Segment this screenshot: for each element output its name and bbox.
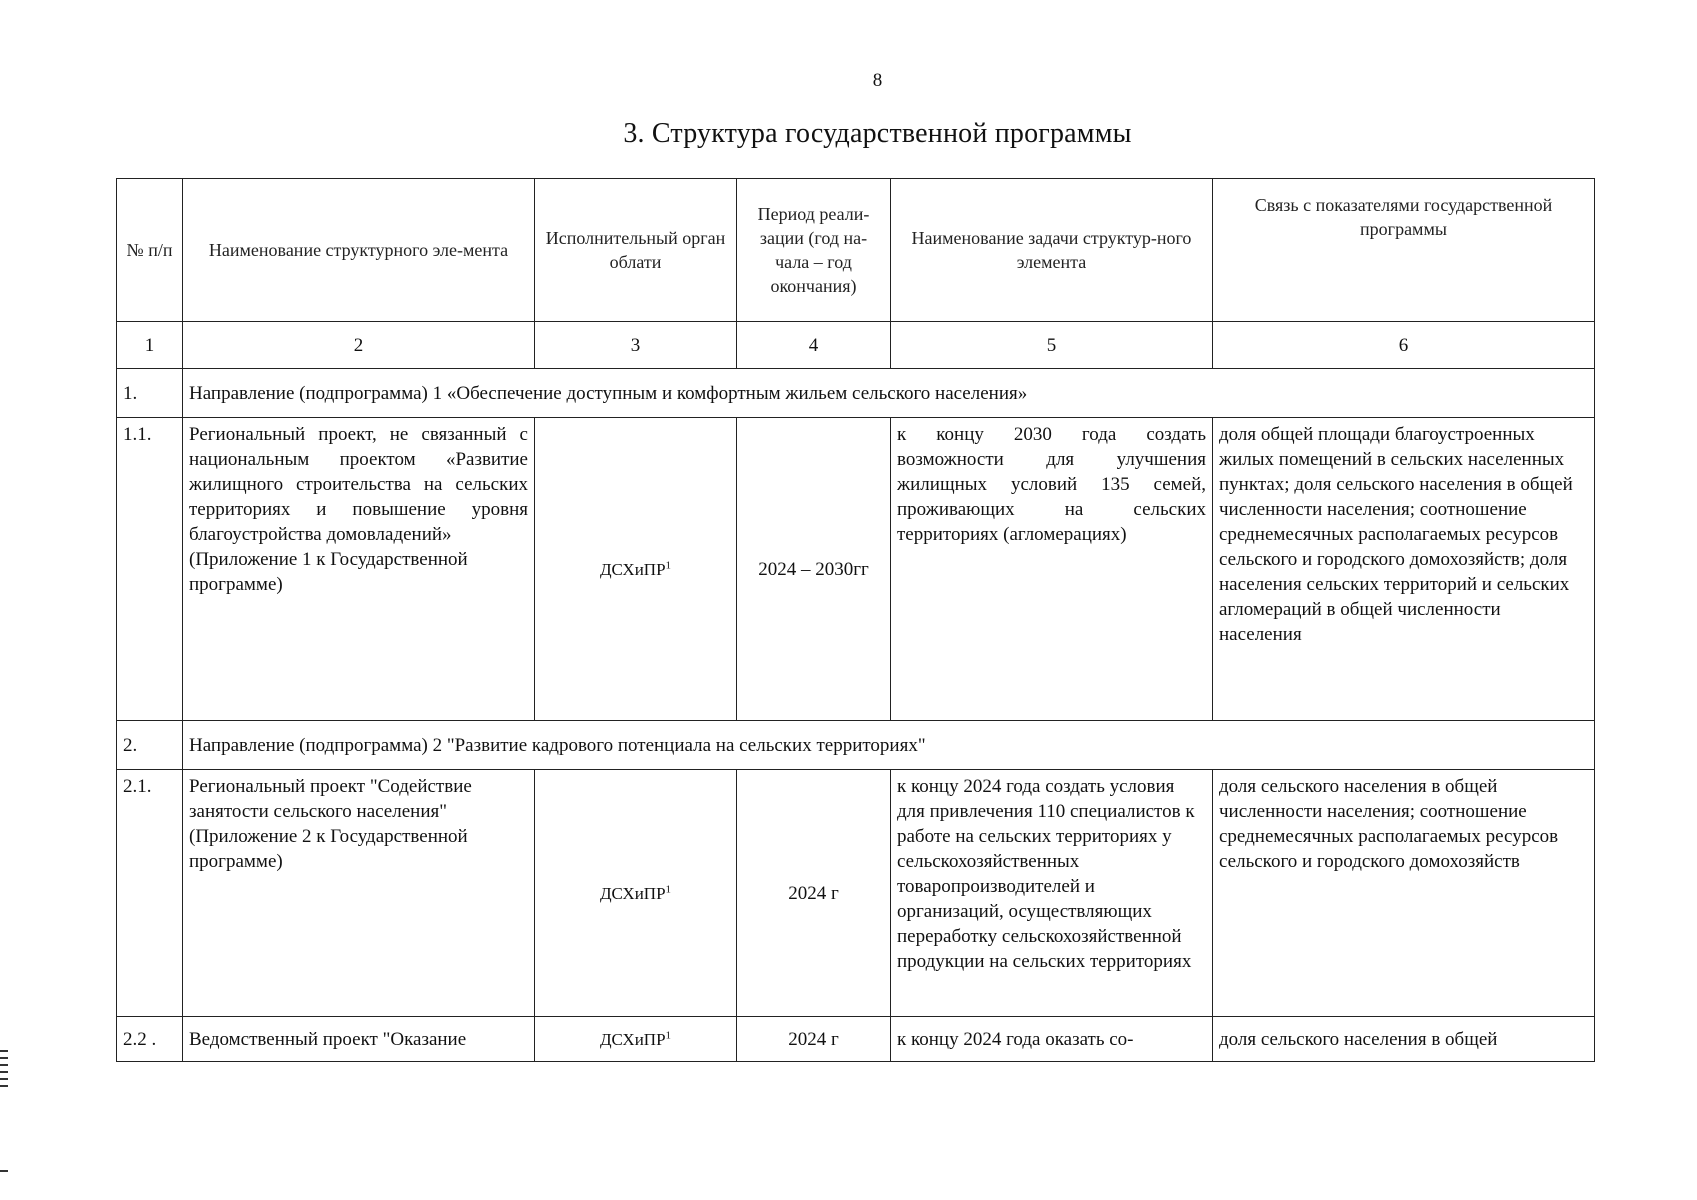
section-title: Направление (подпрограмма) 1 «Обеспечение доступным и комфортным жильем сельского населения» <box>183 369 1595 418</box>
column-number-row <box>117 322 1595 369</box>
period: 2024 г <box>737 770 891 1017</box>
section-num: 2. <box>117 721 183 770</box>
indicators: доля сельского населения в общей численности населения; соотношение среднемесячных располагаемых ресурсов сельского и городского домохозяйств <box>1213 770 1595 1017</box>
table-row <box>117 1017 1595 1062</box>
executor <box>535 418 737 721</box>
program-structure-table <box>116 178 1595 1062</box>
header-period: Период реали-зации (год на-чала – год окончания) <box>737 179 891 322</box>
task: к концу 2024 года оказать со- <box>891 1017 1213 1062</box>
page-title: 3. Структура государственной программы <box>623 118 1132 149</box>
row-num: 2.2 . <box>117 1017 183 1062</box>
task: к концу 2030 года создать возможности для улучшения жилищных условий 135 семей, проживающих на сельских территориях (агломерациях) <box>891 418 1213 721</box>
structural-element <box>183 770 535 1017</box>
structural-element <box>183 418 535 721</box>
column-number: 2 <box>183 322 535 369</box>
task: к концу 2024 года создать условия для привлечения 110 специалистов к работе на сельских территориях у сельскохозяйственных товаропроизводителей и организаций, осуществляющих переработку сельскохозяйственной продукции на сельских территориях <box>891 770 1213 1017</box>
element-note: (Приложение 2 к Государственной программе) <box>189 826 468 872</box>
executor <box>535 1017 737 1062</box>
table-row <box>117 418 1595 721</box>
executor <box>535 770 737 1017</box>
section-row-1 <box>117 369 1595 418</box>
section-title: Направление (подпрограмма) 2 "Развитие кадрового потенциала на сельских территориях" <box>183 721 1595 770</box>
executor-name: ДСХиПР <box>599 559 666 579</box>
column-number: 1 <box>117 322 183 369</box>
header-element-name: Наименование структурного эле-мента <box>183 179 535 322</box>
table-row <box>117 770 1595 1017</box>
executor-name: ДСХиПР <box>599 883 666 903</box>
indicators: доля сельского населения в общей <box>1213 1017 1595 1062</box>
element-name: Региональный проект, не связанный с национальным проектом «Развитие жилищного строительства на сельских территориях и повышение уровня благоустройства домовладений» <box>189 424 528 545</box>
section-num: 1. <box>117 369 183 418</box>
footnote-mark: 1 <box>665 1028 672 1041</box>
header-indicators: Связь с показателями государственной программы <box>1213 179 1595 322</box>
executor-name: ДСХиПР <box>599 1029 666 1049</box>
column-number: 3 <box>535 322 737 369</box>
element-name: Региональный проект "Содействие занятости сельского населения" <box>189 776 472 822</box>
page-number: 8 <box>872 70 883 91</box>
header-task: Наименование задачи структур-ного элемента <box>891 179 1213 322</box>
structural-element <box>183 1017 535 1062</box>
footnote-mark: 1 <box>665 558 672 571</box>
period: 2024 г <box>737 1017 891 1062</box>
table-header-row <box>117 179 1595 322</box>
indicators: доля общей площади благоустроенных жилых помещений в сельских населенных пунктах; доля сельского населения в общей численности населения; соотношение среднемесячных располагаемых ресурсов сельского и городского домохозяйств; доля населения сельских территорий и сельских агломераций в общей численности населения <box>1213 418 1595 721</box>
period: 2024 – 2030гг <box>737 418 891 721</box>
header-executor: Исполнительный орган облати <box>535 179 737 322</box>
column-number: 6 <box>1213 322 1595 369</box>
row-num: 2.1. <box>117 770 183 1017</box>
header-num: № п/п <box>117 179 183 322</box>
footnote-mark: 1 <box>665 882 672 895</box>
scan-margin-marks <box>0 1050 10 1092</box>
column-number: 4 <box>737 322 891 369</box>
element-note: (Приложение 1 к Государственной программе) <box>189 549 468 595</box>
scan-margin-dash <box>0 1170 8 1172</box>
row-num: 1.1. <box>117 418 183 721</box>
section-row-2 <box>117 721 1595 770</box>
column-number: 5 <box>891 322 1213 369</box>
element-name: Ведомственный проект "Оказание <box>189 1028 467 1050</box>
